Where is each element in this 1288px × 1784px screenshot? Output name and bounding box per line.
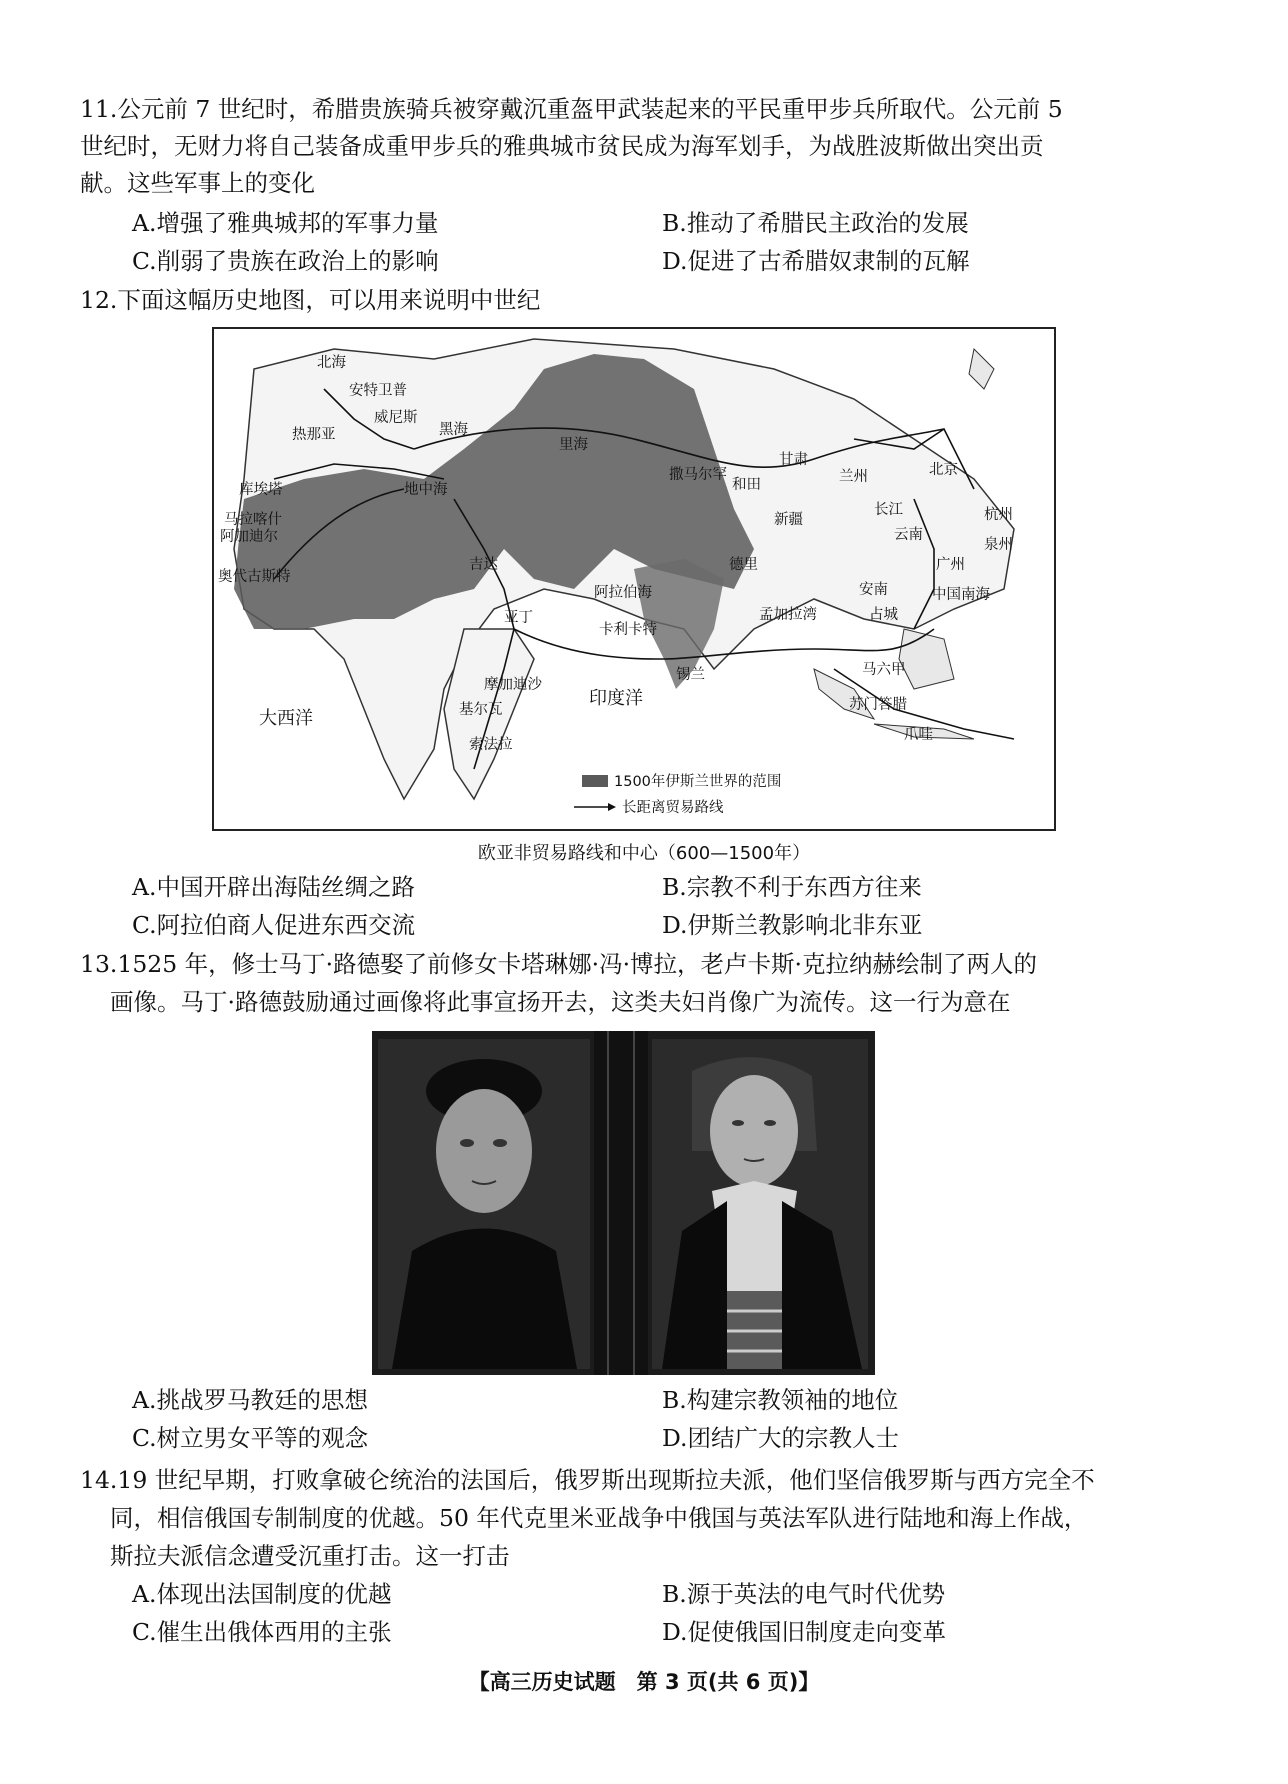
q12-option-b[interactable]: B.宗教不利于东西方往来	[662, 873, 922, 901]
q14-line-3: 斯拉夫派信念遭受沉重打击。这一打击	[110, 1542, 510, 1570]
q12-option-a[interactable]: A.中国开辟出海陆丝绸之路	[132, 873, 415, 901]
q13-option-c[interactable]: C.树立男女平等的观念	[132, 1424, 369, 1452]
map-svg	[214, 329, 1054, 829]
label-yangtze: 长江	[874, 502, 903, 518]
label-venice: 威尼斯	[374, 410, 418, 426]
label-calicut: 卡利卡特	[599, 622, 657, 638]
label-genoa: 热那亚	[292, 427, 336, 443]
q13-option-a[interactable]: A.挑战罗马教廷的思想	[132, 1386, 368, 1414]
portrait-frame-divider	[594, 1031, 648, 1375]
label-beijing: 北京	[929, 462, 958, 478]
q11-option-a[interactable]: A.增强了雅典城邦的军事力量	[132, 209, 439, 237]
label-sofala: 索法拉	[469, 737, 513, 753]
label-khotan: 和田	[732, 477, 761, 493]
legend-route-arrow	[608, 803, 616, 811]
luther-portraits	[372, 1031, 875, 1375]
label-south-china-sea: 中国南海	[932, 587, 990, 603]
q13-line-1: 13.1525 年，修士马丁·路德娶了前修女卡塔琳娜·冯·博拉，老卢卡斯·克拉纳赫绘制了两人的	[80, 950, 1038, 978]
label-marrakech: 马拉喀什	[224, 512, 282, 528]
q14-option-a[interactable]: A.体现出法国制度的优越	[132, 1580, 392, 1608]
label-xinjiang: 新疆	[774, 512, 803, 528]
q14-line-1: 14.19 世纪早期，打败拿破仑统治的法国后，俄罗斯出现斯拉夫派，他们坚信俄罗斯与西方完全不	[80, 1466, 1095, 1494]
label-audaghost: 奥代古斯特	[218, 569, 291, 585]
q13-option-d[interactable]: D.团结广大的宗教人士	[662, 1424, 899, 1452]
q11-option-c[interactable]: C.削弱了贵族在政治上的影响	[132, 247, 439, 275]
q11-line-2: 世纪时，无财力将自己装备成重甲步兵的雅典城市贫民成为海军划手，为战胜波斯做出突出贡	[80, 132, 1044, 160]
katharina-eye-right	[764, 1120, 776, 1126]
label-quanzhou: 泉州	[984, 537, 1013, 553]
q14-option-d[interactable]: D.促使俄国旧制度走向变革	[662, 1618, 946, 1646]
q11-line-1: 11.公元前 7 世纪时，希腊贵族骑兵被穿戴沉重盔甲武装起来的平民重甲步兵所取代。公元前 5	[80, 95, 1063, 123]
label-guangzhou: 广州	[936, 557, 965, 573]
label-antwerp: 安特卫普	[349, 383, 407, 399]
label-agadir: 阿加迪尔	[220, 529, 278, 545]
portraits-svg	[372, 1031, 875, 1375]
label-sumatra: 苏门答腊	[849, 697, 907, 713]
label-lanzhou: 兰州	[839, 469, 868, 485]
q11-option-d[interactable]: D.促进了古希腊奴隶制的瓦解	[662, 247, 970, 275]
legend-islam-label: 1500年伊斯兰世界的范围	[614, 774, 782, 790]
label-indian-ocean: 印度洋	[589, 688, 643, 709]
borneo-island	[899, 629, 954, 689]
label-samarkand: 撒马尔罕	[669, 467, 727, 483]
label-aden: 亚丁	[504, 610, 533, 626]
luther-eye-left	[460, 1139, 474, 1147]
label-kuwait: 库埃塔	[239, 482, 283, 498]
label-yunnan: 云南	[894, 527, 923, 543]
label-delhi: 德里	[729, 557, 758, 573]
japan-island	[969, 349, 994, 389]
luther-eye-right	[493, 1139, 507, 1147]
label-kilwa: 基尔瓦	[459, 702, 503, 718]
label-bay-of-bengal: 孟加拉湾	[759, 607, 817, 623]
label-hangzhou: 杭州	[984, 507, 1013, 523]
label-mediterranean: 地中海	[404, 482, 448, 498]
label-north-sea: 北海	[317, 355, 346, 371]
katharina-eye-left	[732, 1120, 744, 1126]
q12-option-d[interactable]: D.伊斯兰教影响北非东亚	[662, 911, 923, 939]
q11-option-b[interactable]: B.推动了希腊民主政治的发展	[662, 209, 969, 237]
q12-line-1: 12.下面这幅历史地图，可以用来说明中世纪	[80, 286, 541, 314]
q13-option-b[interactable]: B.构建宗教领袖的地位	[662, 1386, 899, 1414]
label-atlantic: 大西洋	[259, 708, 313, 729]
page-footer: 【高三历史试题 第 3 页(共 6 页)】	[468, 1670, 820, 1694]
label-gansu: 甘肃	[779, 452, 808, 468]
q11-line-3: 献。这些军事上的变化	[80, 169, 315, 197]
label-arabian-sea: 阿拉伯海	[594, 585, 652, 601]
label-java: 爪哇	[904, 727, 933, 743]
label-champa: 占城	[869, 607, 898, 623]
q14-option-b[interactable]: B.源于英法的电气时代优势	[662, 1580, 946, 1608]
label-mogadishu: 摩加迪沙	[484, 677, 542, 693]
trade-routes-map	[212, 327, 1056, 831]
label-black-sea: 黑海	[439, 422, 468, 438]
q14-line-2: 同，相信俄国专制制度的优越。50 年代克里米亚战争中俄国与英法军队进行陆地和海上作战，	[110, 1504, 1088, 1532]
legend-islam-swatch	[582, 775, 608, 787]
q14-option-c[interactable]: C.催生出俄体西用的主张	[132, 1618, 392, 1646]
label-jidda: 吉达	[469, 557, 498, 573]
luther-robe	[392, 1229, 577, 1370]
label-caspian: 里海	[559, 437, 588, 453]
q13-line-2: 画像。马丁·路德鼓励通过画像将此事宣扬开去，这类夫妇肖像广为流传。这一行为意在	[110, 988, 1011, 1016]
map-caption: 欧亚非贸易路线和中心（600—1500年）	[477, 843, 811, 864]
label-malacca: 马六甲	[862, 662, 906, 678]
q12-option-c[interactable]: C.阿拉伯商人促进东西交流	[132, 911, 416, 939]
katharina-face	[710, 1075, 798, 1187]
label-ceylon: 锡兰	[676, 667, 705, 683]
luther-face	[436, 1089, 532, 1213]
label-annan: 安南	[859, 582, 888, 598]
legend-route-label: 长距离贸易路线	[622, 800, 724, 816]
